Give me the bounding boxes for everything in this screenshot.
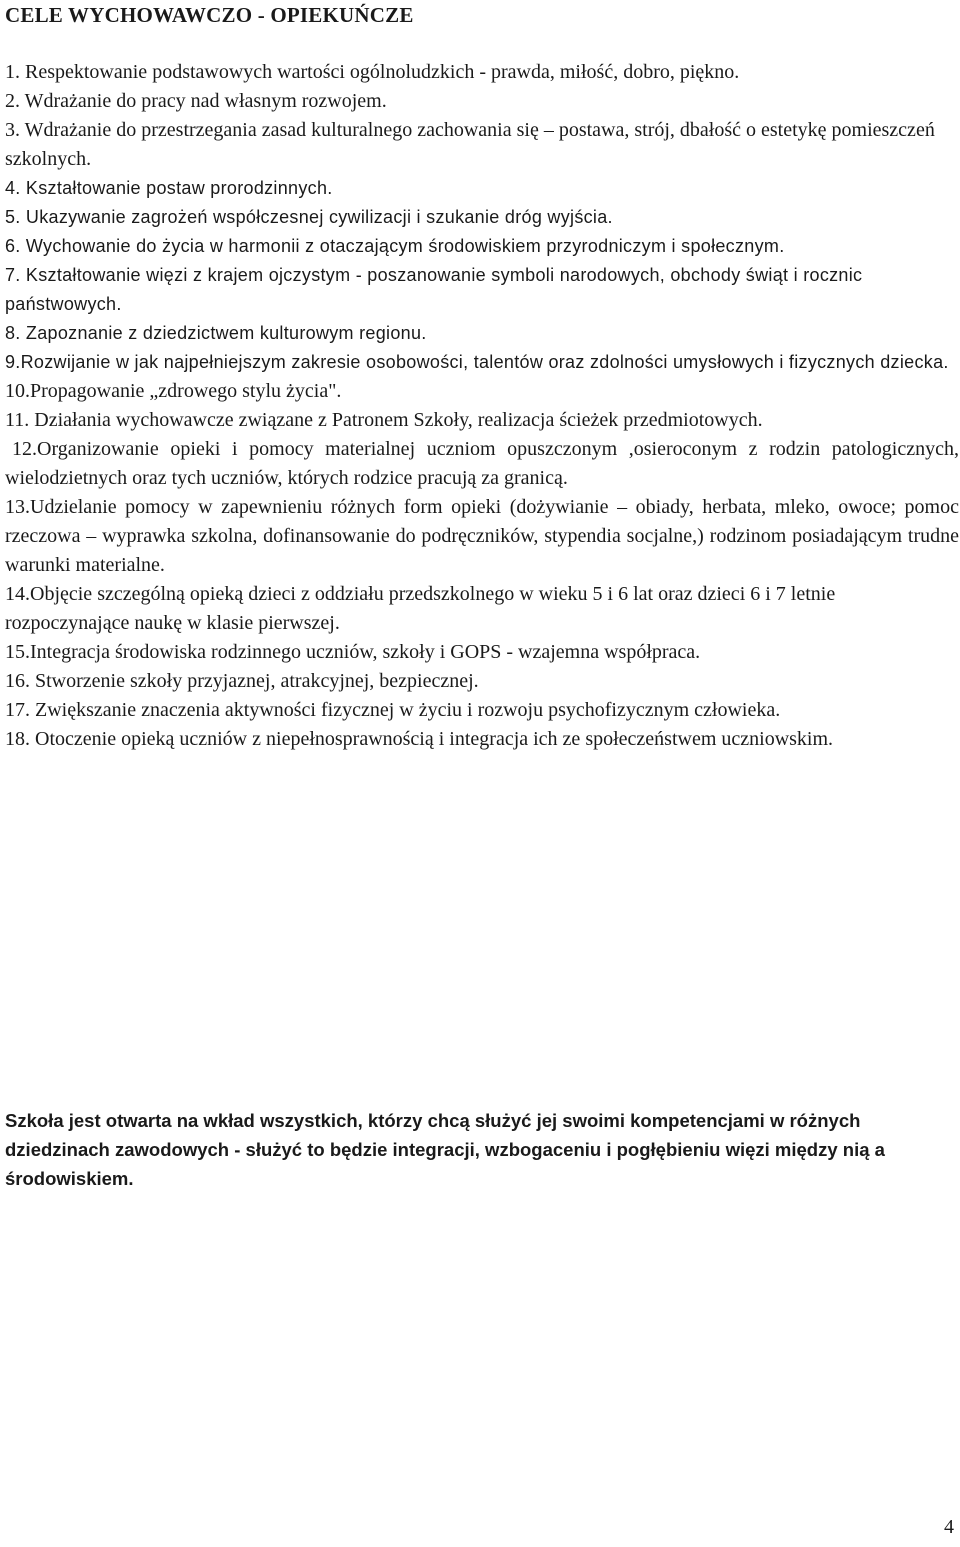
list-item-9: 9.Rozwijanie w jak najpełniejszym zakresie osobowości, talentów oraz zdolności umysłowych i fizycznych dziecka. bbox=[5, 352, 949, 372]
list-item-7: 7. Kształtowanie więzi z krajem ojczystym - poszanowanie symboli narodowych, obchody świąt i rocznic państwowych. bbox=[5, 265, 863, 314]
list-item-18: 18. Otoczenie opieką uczniów z niepełnosprawnością i integracja ich ze społeczeństwem uczniowskim. bbox=[5, 728, 834, 750]
list-item-14: 14.Objęcie szczególną opieką dzieci z oddziału przedszkolnego w wieku 5 i 6 lat oraz dzieci 6 i 7 letnie rozpoczynające naukę w klasie pierwszej. bbox=[5, 583, 836, 634]
list-item-8: 8. Zapoznanie z dziedzictwem kulturowym regionu. bbox=[5, 323, 427, 343]
list-item-5: 5. Ukazywanie zagrożeń współczesnej cywilizacji i szukanie dróg wyjścia. bbox=[5, 207, 613, 227]
list-item-11: 11. Działania wychowawcze związane z Patronem Szkoły, realizacja ścieżek przedmiotowych. bbox=[5, 409, 763, 431]
list-item-17: 17. Zwiększanie znaczenia aktywności fizycznej w życiu i rozwoju psychofizycznym człowieka. bbox=[5, 699, 781, 721]
list-item-13: 13.Udzielanie pomocy w zapewnieniu różnych form opieki (dożywianie – obiady, herbata, mleko, owoce; pomoc rzeczowa – wyprawka szkolna, dofinansowanie do podręczników, stypendia socjalne,) rodzinom posiadającym trudne warunki materialne. bbox=[5, 496, 959, 576]
page-number: 4 bbox=[944, 1516, 954, 1538]
list-item-1: 1. Respektowanie podstawowych wartości ogólnoludzkich - prawda, miłość, dobro, piękno. bbox=[5, 61, 740, 83]
goals-list bbox=[5, 58, 959, 754]
list-item-15: 15.Integracja środowiska rodzinnego uczniów, szkoły i GOPS - wzajemna współpraca. bbox=[5, 641, 701, 663]
list-item-6: 6. Wychowanie do życia w harmonii z otaczającym środowiskiem przyrodniczym i społecznym. bbox=[5, 236, 785, 256]
list-item-12: 12.Organizowanie opieki i pomocy materialnej uczniom opuszczonym ,osieroconym z rodzin patologicznych, wielodzietnych oraz tych uczniów, których rodzice pracują za granicą. bbox=[5, 438, 959, 489]
list-item-2: 2. Wdrażanie do pracy nad własnym rozwojem. bbox=[5, 90, 387, 112]
list-item-3: 3. Wdrażanie do przestrzegania zasad kulturalnego zachowania się – postawa, strój, dbałość o estetykę pomieszczeń szkolnych. bbox=[5, 119, 935, 170]
list-item-4: 4. Kształtowanie postaw prorodzinnych. bbox=[5, 178, 333, 198]
document-title: CELE WYCHOWAWCZO - OPIEKUŃCZE bbox=[5, 3, 414, 27]
closing-statement: Szkoła jest otwarta na wkład wszystkich, którzy chcą służyć jej swoimi kompetencjami w różnych dziedzinach zawodowych - służyć to będzie integracji, wzbogaceniu i pogłębieniu więzi między nią a środowiskiem. bbox=[5, 1110, 885, 1189]
list-item-10: 10.Propagowanie „zdrowego stylu życia". bbox=[5, 380, 342, 402]
list-item-16: 16. Stworzenie szkoły przyjaznej, atrakcyjnej, bezpiecznej. bbox=[5, 670, 479, 692]
